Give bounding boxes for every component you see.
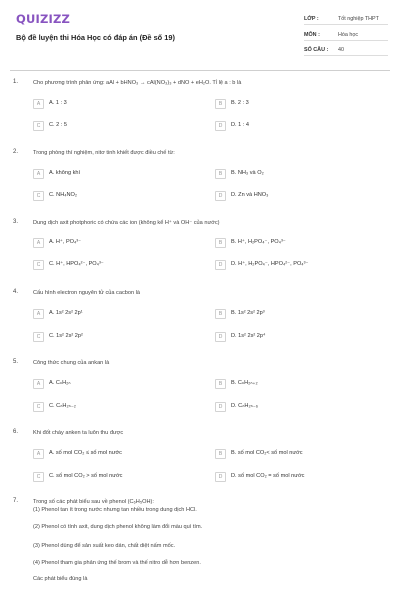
option-letter: B [215,309,226,319]
question-number: 5. [13,359,19,365]
option-text: D. CₙH₂ₙ₋₆ [231,403,259,409]
option-text: C. CₙH₂ₙ₋₂ [49,403,76,409]
option-text: B. H⁺, H₂PO₄⁻, PO₄³⁻ [231,239,286,245]
option-letter: C [33,402,44,412]
question-number: 2. [13,149,19,155]
question-number: 6. [13,429,19,435]
question-number: 1. [13,79,19,85]
meta-class-row [304,13,388,25]
option-letter: C [33,121,44,131]
question-text: Trong phòng thí nghiệm, nitơ tinh khiết được điều chế từ: [33,150,175,156]
question-number: 3. [13,219,19,225]
option-letter: A [33,449,44,459]
option-text: D. H⁺, H₂PO₄⁻, HPO₄²⁻, PO₄³⁻ [231,261,309,267]
option-letter: A [33,309,44,319]
question-prompt: Các phát biểu đúng là [33,576,88,582]
option-text: A. CₙH₂ₙ [49,380,71,386]
question-text: Trong số các phát biểu sau về phenol (C₆H₅OH): [33,499,154,505]
option-text: D. số mol CO₂ = số mol nước [231,473,305,479]
question-text: Dung dịch axit photphoric có chứa các ion (không kể H⁺ và OH⁻ của nước) [33,220,220,226]
option-text: A. không khí [49,170,81,176]
option-letter: D [215,260,226,270]
statement-2: (2) Phenol có tính axit, dung dịch phenol không làm đổi màu quì tím. [33,524,203,530]
option-letter: C [33,191,44,201]
question-number: 7. [13,498,19,504]
statement-4: (4) Phenol tham gia phản ứng thế brom và thế nitro dễ hơn benzen. [33,560,201,566]
option-text: B. CₙH₂ₙ₊₂ [231,380,258,386]
option-text: D. 1 : 4 [231,122,250,128]
option-text: B. 2 : 3 [231,100,249,106]
option-letter: B [215,449,226,459]
option-letter: D [215,402,226,412]
option-letter: A [33,238,44,248]
meta-count-row [304,44,388,56]
option-text: A. số mol CO₂ ≤ số mol nước [49,450,122,456]
meta-subject-key: MÔN : [304,32,320,38]
option-text: B. NH₃ và O₂ [231,170,264,176]
header-divider [10,70,390,71]
option-text: A. 1 : 3 [49,100,67,106]
statement-1: (1) Phenol tan ít trong nước nhưng tan nhiều trong dung dịch HCl. [33,507,197,513]
question-number: 4. [13,289,19,295]
meta-subject-row [304,29,388,41]
option-text: A. 1s² 2s² 2p¹ [49,310,83,316]
page-title: Bộ đề luyện thi Hóa Học có đáp án (Đề số 19) [16,33,175,42]
option-text: D. 1s² 2s² 2p⁴ [231,333,266,339]
option-text: C. NH₄NO₂ [49,192,78,198]
meta-count-value: 40 [338,47,344,53]
option-letter: D [215,472,226,482]
option-letter: A [33,99,44,109]
question-text: Khi đốt cháy anken ta luôn thu được [33,430,124,436]
question-text: Công thức chung của ankan là [33,360,110,366]
meta-class-key: LỚP : [304,16,319,22]
option-letter: D [215,191,226,201]
statement-3: (3) Phenol dùng để sản xuất keo dán, chất diệt nấm mốc. [33,543,176,549]
option-letter: C [33,472,44,482]
question-text: Cho phương trình phản ứng: aAl + bHNO₃ → cAl(NO₃)₃ + dNO + eH₂O. Tỉ lệ a : b là [33,80,242,86]
meta-subject-value: Hóa học [338,32,359,38]
option-text: B. 1s² 2s² 2p³ [231,310,265,316]
worksheet-header [0,0,400,70]
option-letter: B [215,169,226,179]
option-text: C. H⁺, HPO₄²⁻, PO₄³⁻ [49,261,104,267]
quizizz-logo: QUIZIZZ [16,12,71,26]
meta-count-key: SỐ CÂU : [304,47,329,53]
question-text: Cấu hình electron nguyên tử của cacbon là [33,290,140,296]
option-text: C. 1s² 2s² 2p² [49,333,83,339]
option-letter: C [33,260,44,270]
meta-class-value: Tốt nghiệp THPT [338,16,379,22]
option-letter: B [215,99,226,109]
option-text: B. số mol CO₂< số mol nước [231,450,303,456]
option-text: D. Zn và HNO₃ [231,192,269,198]
option-text: A. H⁺, PO₄³⁻ [49,239,82,245]
option-letter: D [215,121,226,131]
option-letter: A [33,379,44,389]
option-letter: C [33,332,44,342]
option-letter: A [33,169,44,179]
option-letter: B [215,238,226,248]
option-letter: B [215,379,226,389]
option-text: C. 2 : 5 [49,122,68,128]
option-text: C. số mol CO₂ > số mol nước [49,473,123,479]
option-letter: D [215,332,226,342]
